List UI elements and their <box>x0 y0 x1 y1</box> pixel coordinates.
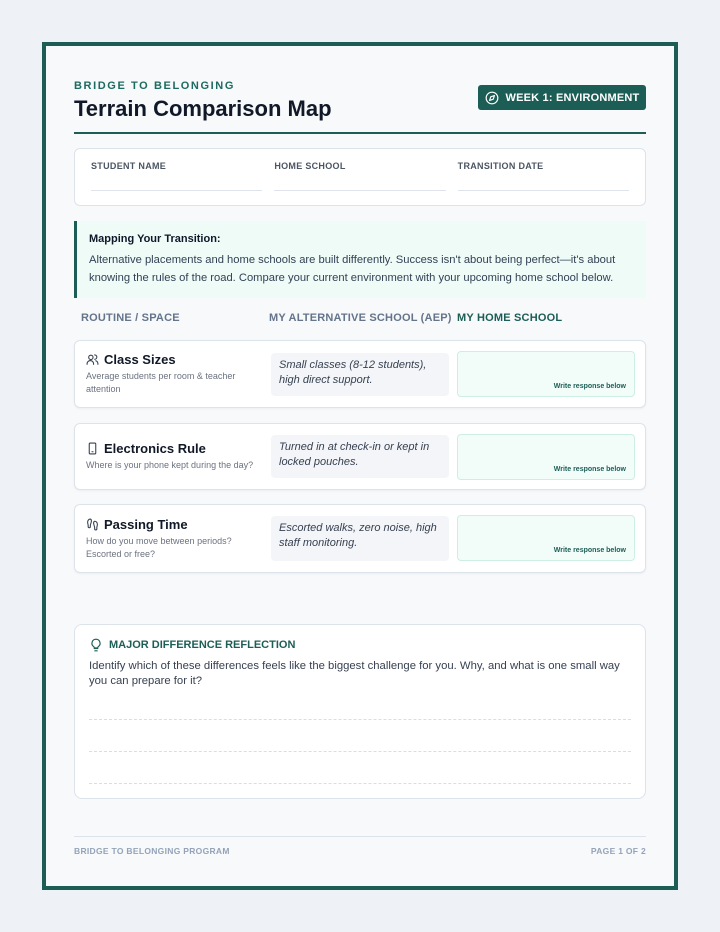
row-subtitle: Average students per room & teacher attention <box>86 371 236 394</box>
page-title: Terrain Comparison Map <box>74 96 332 121</box>
transition-date-line[interactable] <box>458 190 629 191</box>
home-school-response-box[interactable] <box>457 434 635 480</box>
footprints-icon <box>86 518 99 531</box>
reflection-prompt: Identify which of these differences feels like the biggest challenge for you. Why, and what is one small way you can prepare for it? <box>89 660 620 687</box>
week-badge <box>478 85 646 110</box>
row-title-wrap <box>86 352 266 367</box>
transition-date-field[interactable] <box>458 149 629 205</box>
response-hint: Write response below <box>553 466 626 473</box>
aep-answer: Escorted walks, zero noise, high staff monitoring. <box>271 516 449 561</box>
home-school-line[interactable] <box>274 190 445 191</box>
callout-heading: Mapping Your Transition: <box>89 233 221 245</box>
row-title: Electronics Rule <box>104 441 206 456</box>
row-subtitle: How do you move between periods? Escorted or free? <box>86 536 232 559</box>
phone-icon <box>86 442 99 455</box>
column-header-routine: ROUTINE / SPACE <box>81 312 180 324</box>
row-label <box>86 441 266 472</box>
row-title-wrap <box>86 441 266 456</box>
lightbulb-icon <box>89 638 103 652</box>
column-header-aep: MY ALTERNATIVE SCHOOL (AEP) <box>269 312 452 324</box>
reflection-heading-wrap <box>89 638 295 652</box>
aep-answer: Small classes (8-12 students), high direct support. <box>271 353 449 396</box>
worksheet-page <box>42 42 678 890</box>
row-title: Class Sizes <box>104 352 176 367</box>
writing-line[interactable] <box>89 783 631 784</box>
callout-body: Alternative placements and home schools are built differently. Success isn't about being perfect—it's about knowing the rules of the road. Compare your current environment with your upcoming home school below. <box>89 254 616 284</box>
users-icon <box>86 353 99 366</box>
response-hint: Write response below <box>553 547 626 554</box>
row-title-wrap <box>86 517 266 532</box>
home-school-response-box[interactable] <box>457 515 635 561</box>
home-school-response-box[interactable] <box>457 351 635 397</box>
aep-answer: Turned in at check-in or kept in locked pouches. <box>271 435 449 478</box>
footer-page-number: PAGE 1 OF 2 <box>590 846 646 856</box>
comparison-row-passing-time <box>74 504 646 573</box>
comparison-row-electronics <box>74 423 646 490</box>
student-name-line[interactable] <box>91 190 262 191</box>
row-title: Passing Time <box>104 517 188 532</box>
row-label <box>86 517 266 561</box>
writing-line[interactable] <box>89 751 631 752</box>
compass-icon <box>485 91 499 105</box>
response-hint: Write response below <box>553 383 626 390</box>
transition-date-label: TRANSITION DATE <box>457 161 544 171</box>
footer-program-name: BRIDGE TO BELONGING PROGRAM <box>74 846 230 856</box>
transition-callout <box>74 221 646 298</box>
reflection-heading: MAJOR DIFFERENCE REFLECTION <box>109 639 296 651</box>
row-label <box>86 352 266 396</box>
column-header-home: MY HOME SCHOOL <box>457 312 563 324</box>
student-info-box <box>74 148 646 206</box>
comparison-row-class-sizes <box>74 340 646 408</box>
writing-line[interactable] <box>89 719 631 720</box>
student-name-label: STUDENT NAME <box>91 161 167 171</box>
week-badge-label: WEEK 1: ENVIRONMENT <box>505 91 640 104</box>
student-name-field[interactable] <box>91 149 262 205</box>
home-school-field[interactable] <box>274 149 445 205</box>
row-subtitle: Where is your phone kept during the day? <box>86 460 254 470</box>
program-eyebrow: BRIDGE TO BELONGING <box>74 80 235 92</box>
footer-divider <box>74 836 646 837</box>
title-divider <box>74 132 646 134</box>
home-school-label: HOME SCHOOL <box>274 161 346 171</box>
reflection-card <box>74 624 646 799</box>
